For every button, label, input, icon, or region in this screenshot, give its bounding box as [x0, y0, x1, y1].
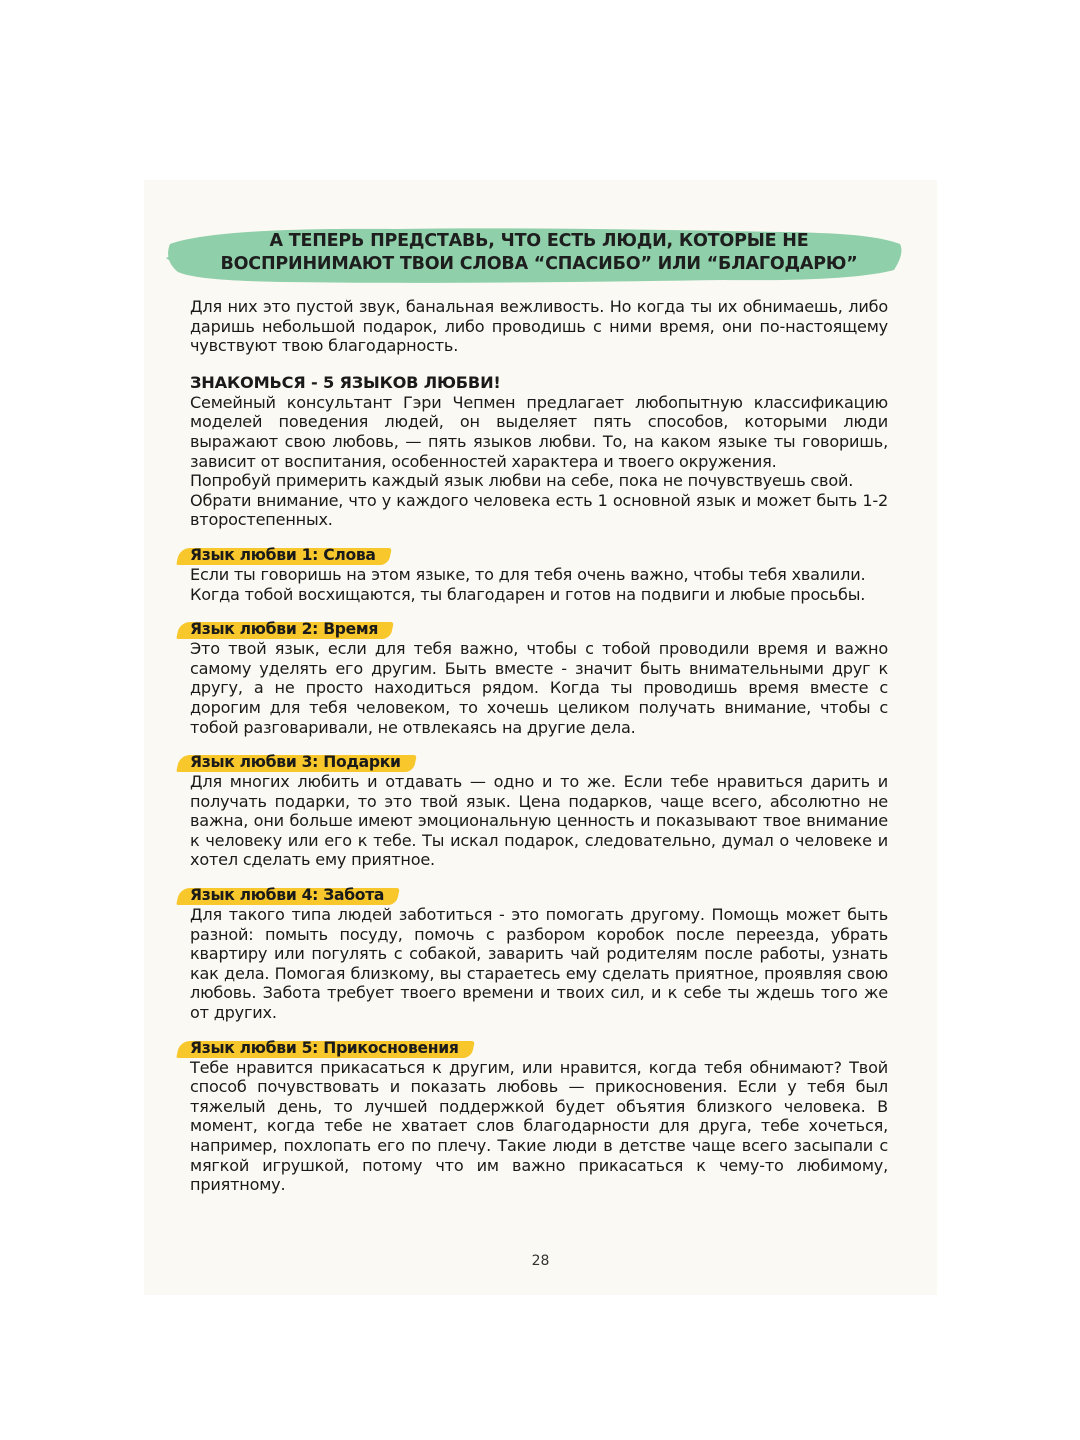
love-language-title: Язык любви 2: Время: [190, 619, 388, 639]
love-language-1: [190, 545, 888, 604]
page-content: [190, 297, 888, 1195]
page-heading: [194, 230, 884, 276]
intro-paragraph: Для них это пустой звук, банальная вежливость. Но когда ты их обнимаешь, либо даришь небольшой подарок, либо проводишь с ними время, они по-настоящему чувствуют твою благодарность.: [190, 297, 888, 356]
heading-line-1: А ТЕПЕРЬ ПРЕДСТАВЬ, ЧТО ЕСТЬ ЛЮДИ, КОТОРЫЕ НЕ: [269, 231, 809, 251]
overview-paragraph-2: Попробуй примерить каждый язык любви на себе, пока не почувствуешь свой.: [190, 471, 854, 491]
love-language-text: Для многих любить и отдавать — одно и то же. Если тебе нравиться дарить и получать подарки, то это твой язык. Цена подарков, чаще всего, абсолютно не важна, они больше имеют эмоциональную ценность и показывают твое внимание к человеку или его к тебе. Ты искал подарок, следовательно, думал о человеке и хотел сделать ему приятное.: [190, 772, 888, 870]
section-subheading: ЗНАКОМЬСЯ - 5 ЯЗЫКОВ ЛЮБВИ!: [190, 372, 501, 392]
love-language-2: [190, 619, 888, 737]
love-language-text: Это твой язык, если для тебя важно, чтобы с тобой проводили время и важно самому уделять его другим. Быть вместе - значит быть внимательными друг к другу, а не просто находиться рядом. Когда ты проводишь время вместе с дорогим для тебя человеком, то хочешь целиком получать внимание, чтобы с тобой разговаривали, не отвлекаясь на другие дела.: [190, 639, 888, 737]
love-language-title: Язык любви 3: Подарки: [190, 752, 411, 772]
love-language-4: [190, 885, 888, 1023]
heading-line-2: ВОСПРИНИМАЮТ ТВОИ СЛОВА “СПАСИБО” ИЛИ “БЛАГОДАРЮ”: [220, 254, 858, 274]
love-language-title: Язык любви 1: Слова: [190, 545, 386, 565]
book-page: [144, 180, 937, 1295]
love-language-5: [190, 1038, 888, 1195]
love-language-text: Для такого типа людей заботиться - это помогать другому. Помощь может быть разной: помыть посуду, помочь с разбором коробок после переезда, убрать квартиру или погулять с собакой, заварить чай родителям после работы, узнать как дела. Помогая близкому, вы стараетесь ему сделать приятное, проявляя свою любовь. Забота требует твоего времени и твоих сил, и к себе ты ждешь того же от других.: [190, 905, 888, 1023]
love-language-title: Язык любви 4: Забота: [190, 885, 394, 905]
heading-banner: [164, 218, 904, 288]
love-language-text: Если ты говоришь на этом языке, то для тебя очень важно, чтобы тебя хвалили. Когда тобой восхищаются, ты благодарен и готов на подвиги и любые просьбы.: [190, 564, 866, 604]
overview-paragraph-3: Обрати внимание, что у каждого человека есть 1 основной язык и может быть 1-2 второстепенных.: [190, 490, 888, 530]
love-language-title: Язык любви 5: Прикосновения: [190, 1038, 469, 1058]
love-language-text: Тебе нравится прикасаться к другим, или нравится, когда тебя обнимают? Твой способ почувствовать и показать любовь — прикосновения. Если у тебя был тяжелый день, то лучшей поддержкой будет объятия близкого человека. В момент, когда тебе не хватает слов благодарности для друга, тебе хочеться, например, похлопать его по плечу. Такие люди в детстве чаще всего засыпали с мягкой игрушкой, потому что им важно прикасаться к чему-то любимому, приятному.: [190, 1057, 888, 1195]
page-number: 28: [531, 1253, 550, 1269]
love-language-3: [190, 752, 888, 870]
overview-paragraph-1: Семейный консультант Гэри Чепмен предлагает любопытную классификацию моделей поведения людей, он выделяет пять способов, которыми люди выражают свою любовь, — пять языков любви. То, на каком языке ты говоришь, зависит от воспитания, особенностей характера и твоего окружения.: [190, 392, 888, 471]
